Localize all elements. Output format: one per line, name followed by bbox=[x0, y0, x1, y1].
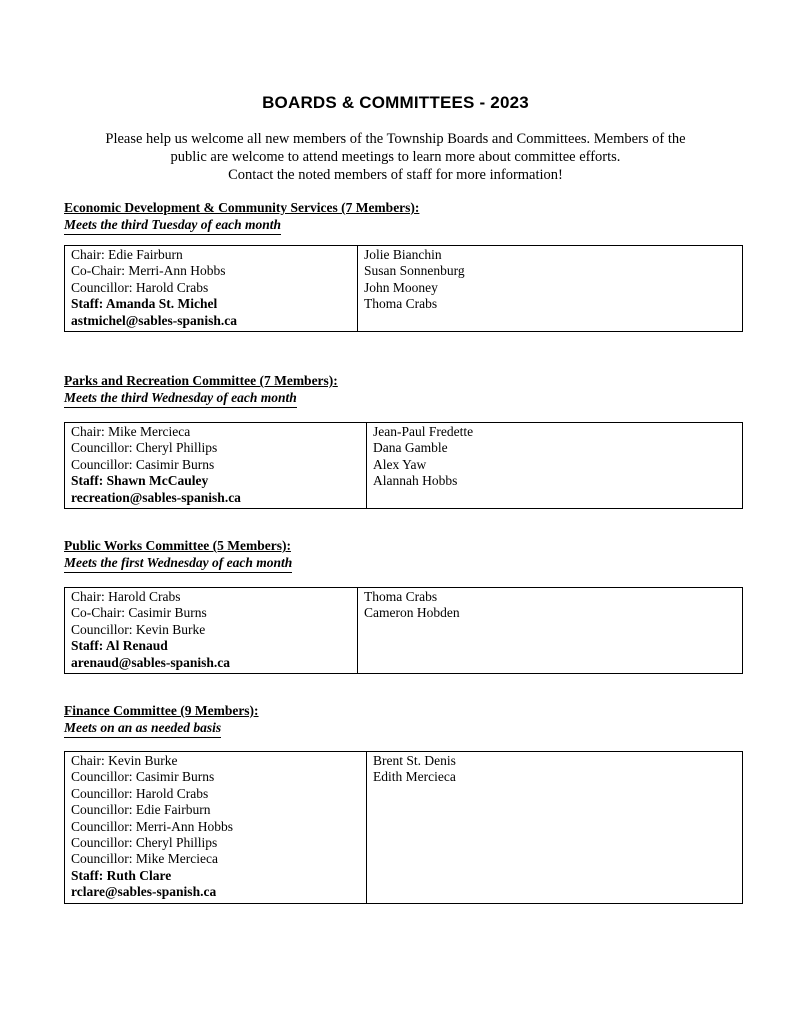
committee-table-economic-development bbox=[64, 245, 743, 332]
staff-contact: Staff: Al Renaud bbox=[71, 638, 168, 654]
member-line: Co-Chair: Merri-Ann Hobbs bbox=[71, 263, 226, 279]
staff-contact: Staff: Amanda St. Michel bbox=[71, 296, 218, 312]
committee-name: Finance Committee (9 Members): bbox=[64, 703, 259, 718]
intro-line: public are welcome to attend meetings to learn more about committee efforts. bbox=[170, 149, 621, 165]
member-line: Thoma Crabs bbox=[364, 296, 438, 312]
committee-schedule: Meets the first Wednesday of each month bbox=[64, 555, 292, 573]
staff-email: arenaud@sables-spanish.ca bbox=[71, 654, 230, 670]
staff-contact: Staff: Shawn McCauley bbox=[71, 473, 209, 489]
intro-paragraph bbox=[0, 130, 791, 184]
committee-header-parks-recreation bbox=[64, 373, 744, 408]
committee-schedule: Meets on an as needed basis bbox=[64, 720, 221, 738]
member-line: Councillor: Kevin Burke bbox=[71, 621, 206, 637]
committee-schedule: Meets the third Tuesday of each month bbox=[64, 217, 281, 235]
member-line: Councillor: Merri-Ann Hobbs bbox=[71, 818, 233, 834]
committee-header-economic-development bbox=[64, 200, 744, 235]
member-line: Councillor: Mike Mercieca bbox=[71, 851, 218, 867]
member-line: Councillor: Cheryl Phillips bbox=[71, 440, 218, 456]
committee-header-public-works bbox=[64, 538, 744, 573]
member-line: Councillor: Harold Crabs bbox=[71, 279, 209, 295]
member-line: Chair: Edie Fairburn bbox=[71, 247, 183, 262]
committee-table-parks-recreation bbox=[64, 422, 743, 509]
member-line: Councillor: Harold Crabs bbox=[71, 785, 209, 801]
committee-table-finance bbox=[64, 751, 743, 904]
intro-line: Contact the noted members of staff for more information! bbox=[228, 167, 563, 183]
member-line: Cameron Hobden bbox=[364, 605, 460, 621]
member-line: Jolie Bianchin bbox=[364, 247, 442, 262]
staff-contact: Staff: Ruth Clare bbox=[71, 867, 172, 883]
committee-name: Economic Development & Community Services (7 Members): bbox=[64, 200, 420, 215]
committee-schedule: Meets the third Wednesday of each month bbox=[64, 390, 297, 408]
committee-name: Public Works Committee (5 Members): bbox=[64, 538, 291, 553]
staff-email: recreation@sables-spanish.ca bbox=[71, 489, 241, 505]
page-title: BOARDS & COMMITTEES - 2023 bbox=[262, 93, 529, 112]
committee-right-column bbox=[358, 246, 743, 332]
member-line: Councillor: Casimir Burns bbox=[71, 456, 215, 472]
member-line: Councillor: Edie Fairburn bbox=[71, 802, 211, 818]
member-line: Chair: Harold Crabs bbox=[71, 589, 181, 604]
committee-right-column bbox=[367, 752, 743, 904]
committee-left-column bbox=[65, 752, 367, 904]
member-line: Brent St. Denis bbox=[373, 753, 456, 768]
member-line: John Mooney bbox=[364, 279, 438, 295]
committee-right-column bbox=[367, 423, 743, 509]
member-line: Edith Mercieca bbox=[373, 769, 456, 785]
committee-left-column bbox=[65, 246, 358, 332]
member-line: Co-Chair: Casimir Burns bbox=[71, 605, 207, 621]
committee-right-column bbox=[358, 588, 743, 674]
member-line: Councillor: Casimir Burns bbox=[71, 769, 215, 785]
member-line: Alex Yaw bbox=[373, 456, 427, 472]
member-line: Alannah Hobbs bbox=[373, 473, 458, 489]
member-line: Chair: Kevin Burke bbox=[71, 753, 178, 768]
member-line: Chair: Mike Mercieca bbox=[71, 424, 191, 439]
staff-email: rclare@sables-spanish.ca bbox=[71, 884, 217, 900]
committee-left-column bbox=[65, 588, 358, 674]
intro-line: Please help us welcome all new members of the Township Boards and Committees. Members of the bbox=[105, 131, 686, 147]
member-line: Thoma Crabs bbox=[364, 589, 438, 604]
committee-name: Parks and Recreation Committee (7 Members): bbox=[64, 373, 338, 388]
member-line: Councillor: Cheryl Phillips bbox=[71, 835, 218, 851]
member-line: Dana Gamble bbox=[373, 440, 448, 456]
staff-email: astmichel@sables-spanish.ca bbox=[71, 312, 237, 328]
member-line: Jean-Paul Fredette bbox=[373, 424, 474, 439]
committee-table-public-works bbox=[64, 587, 743, 674]
committee-left-column bbox=[65, 423, 367, 509]
committee-header-finance bbox=[64, 703, 744, 738]
member-line: Susan Sonnenburg bbox=[364, 263, 465, 279]
